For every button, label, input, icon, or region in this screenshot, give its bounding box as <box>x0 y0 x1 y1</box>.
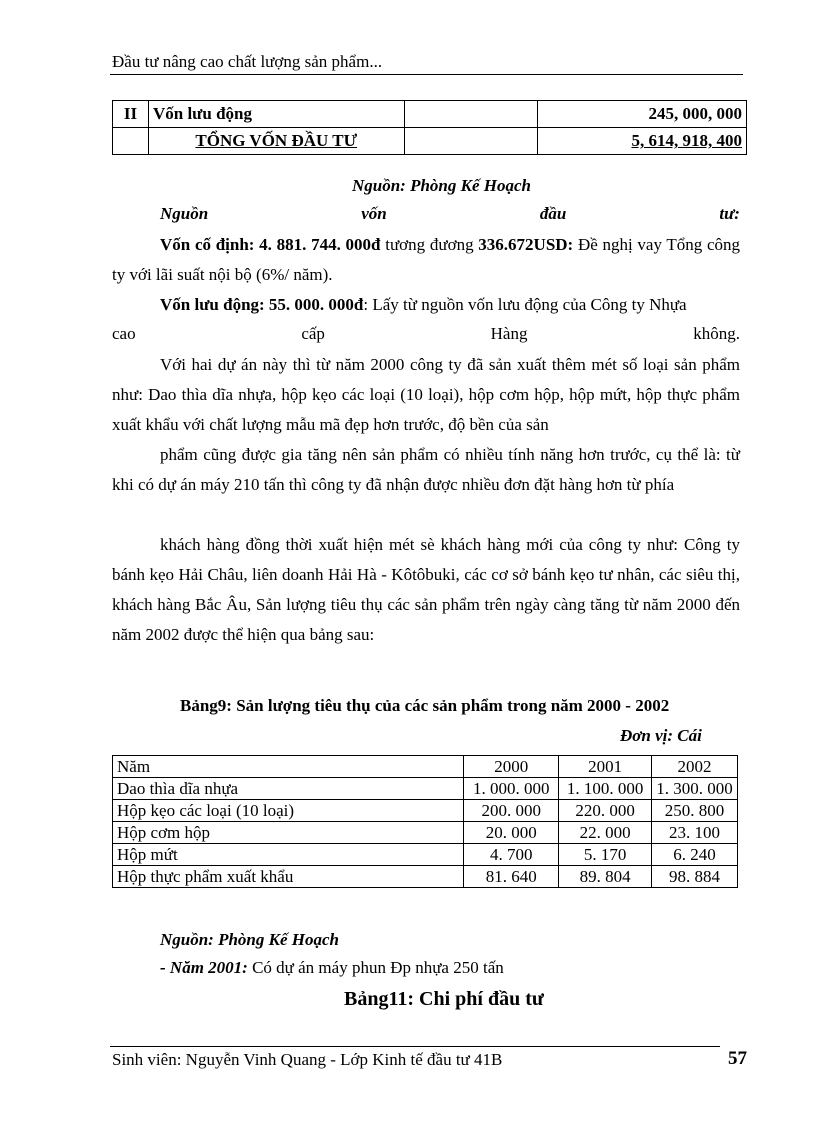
header-rule <box>110 74 743 75</box>
cell: 220. 000 <box>559 800 652 822</box>
table-row <box>113 800 738 822</box>
empty-cell <box>404 128 538 155</box>
cell: 1. 000. 000 <box>464 778 559 800</box>
capital-source-heading <box>160 204 740 224</box>
header-cell: Năm <box>113 756 464 778</box>
word: cấp <box>301 324 325 343</box>
cell: Hộp kẹo các loại (10 loại) <box>113 800 464 822</box>
paragraph-products: Với hai dự án này thì từ năm 2000 công ty đã sản xuất thêm mét số loại sản phẩm như: Dao thìa dĩa nhựa, hộp kẹo các loại (10 loại), hộp cơm hộp, hộp mứt, hộp thực phẩm xuất khẩu với chất lượng mẫu mã đẹp hơn trước, độ bền của sản <box>112 355 740 434</box>
row-index: II <box>113 101 149 128</box>
cell: 81. 640 <box>464 866 559 888</box>
table11-title: Bảng11: Chi phí đầu tư <box>344 988 544 1010</box>
header-cell: 2001 <box>559 756 652 778</box>
word: Hàng <box>490 324 528 343</box>
source-note: Nguồn: Phòng Kế Hoạch <box>352 176 531 195</box>
year-2001-label: - Năm 2001: <box>160 958 248 977</box>
row-index <box>113 128 149 155</box>
cell: 1. 300. 000 <box>652 778 738 800</box>
table-row <box>113 778 738 800</box>
cell: 5. 170 <box>559 844 652 866</box>
cell: Hộp mứt <box>113 844 464 866</box>
table-row <box>113 844 738 866</box>
row-amount: 245, 000, 000 <box>538 101 747 128</box>
year-2001-text: Có dự án máy phun Đp nhựa 250 tấn <box>252 958 504 977</box>
cell: Dao thìa dĩa nhựa <box>113 778 464 800</box>
paragraph-customers: khách hàng đồng thời xuất hiện mét sè khách hàng mới của công ty như: Công ty bánh kẹo Hải Châu, liên doanh Hải Hà - Kôtôbuki, các cơ sở bánh kẹo tư nhân, các siêu thị, khách hàng Bắc Âu, Sản lượng tiêu thụ các sản phẩm trên ngày càng tăng từ năm 2000 đến năm 2002 được thể hiện qua bảng sau: <box>112 535 740 644</box>
cell: 23. 100 <box>652 822 738 844</box>
working-capital-continuation <box>112 324 740 344</box>
cell: 250. 800 <box>652 800 738 822</box>
page-number: 57 <box>728 1048 747 1069</box>
fixed-capital-usd: 336.672USD: <box>478 235 574 254</box>
working-capital-label: Vốn lưu động: 55. 000. 000đ <box>160 295 364 314</box>
fixed-capital-paragraph <box>112 230 740 290</box>
paragraph-features: phẩm cũng được gia tăng nên sản phẩm có nhiều tính năng hơn trước, cụ thể là: từ khi có dự án máy 210 tấn thì công ty đã nhận được nhiều đơn đặt hàng hơn từ phía <box>112 445 740 494</box>
fixed-capital-amount: 4. 881. 744. 000đ <box>259 235 381 254</box>
working-capital-line <box>112 290 740 320</box>
word: vốn <box>361 204 387 223</box>
word: tư: <box>719 204 740 223</box>
table9 <box>112 755 738 888</box>
cell: 200. 000 <box>464 800 559 822</box>
table-row <box>113 822 738 844</box>
header-cell: 2000 <box>464 756 559 778</box>
investment-table <box>112 100 747 155</box>
cell: 1. 100. 000 <box>559 778 652 800</box>
cell: 89. 804 <box>559 866 652 888</box>
fixed-capital-label: Vốn cố định: <box>160 235 255 254</box>
table-row <box>113 128 747 155</box>
cell: 6. 240 <box>652 844 738 866</box>
source-note-2: Nguồn: Phòng Kế Hoạch <box>160 930 339 949</box>
row-amount: 5, 614, 918, 400 <box>538 128 747 155</box>
word: Nguồn <box>160 204 209 223</box>
header-cell: 2002 <box>652 756 738 778</box>
table9-caption: Bảng9: Sản lượng tiêu thụ của các sản phẩm trong năm 2000 - 2002 <box>180 696 670 715</box>
cell: Hộp cơm hộp <box>113 822 464 844</box>
cell: 22. 000 <box>559 822 652 844</box>
table-row <box>113 101 747 128</box>
table-header-row <box>113 756 738 778</box>
row-label: TỔNG VỐN ĐẦU TƯ <box>148 128 404 155</box>
year-2001-line <box>160 958 504 978</box>
cell: 4. 700 <box>464 844 559 866</box>
row-label: Vốn lưu động <box>148 101 404 128</box>
table9-unit: Đơn vị: Cái <box>620 726 702 745</box>
empty-cell <box>404 101 538 128</box>
fixed-capital-rest: Đề nghị vay Tổng công ty với lãi suất nội bộ (6%/ năm). <box>112 235 740 284</box>
word: đầu <box>539 204 567 223</box>
word: cao <box>112 324 136 343</box>
word: không. <box>693 324 740 343</box>
table-row <box>113 866 738 888</box>
working-capital-rest: : Lấy từ nguồn vốn lưu động của Công ty Nhựa <box>363 295 687 314</box>
cell: 98. 884 <box>652 866 738 888</box>
footer-rule <box>110 1046 720 1047</box>
fixed-capital-mid: tương đương <box>385 235 474 254</box>
running-header: Đầu tư nâng cao chất lượng sản phẩm... <box>112 52 383 71</box>
cell: Hộp thực phẩm xuất khẩu <box>113 866 464 888</box>
footer-student: Sinh viên: Nguyễn Vinh Quang - Lớp Kinh tế đầu tư 41B <box>112 1050 503 1069</box>
cell: 20. 000 <box>464 822 559 844</box>
